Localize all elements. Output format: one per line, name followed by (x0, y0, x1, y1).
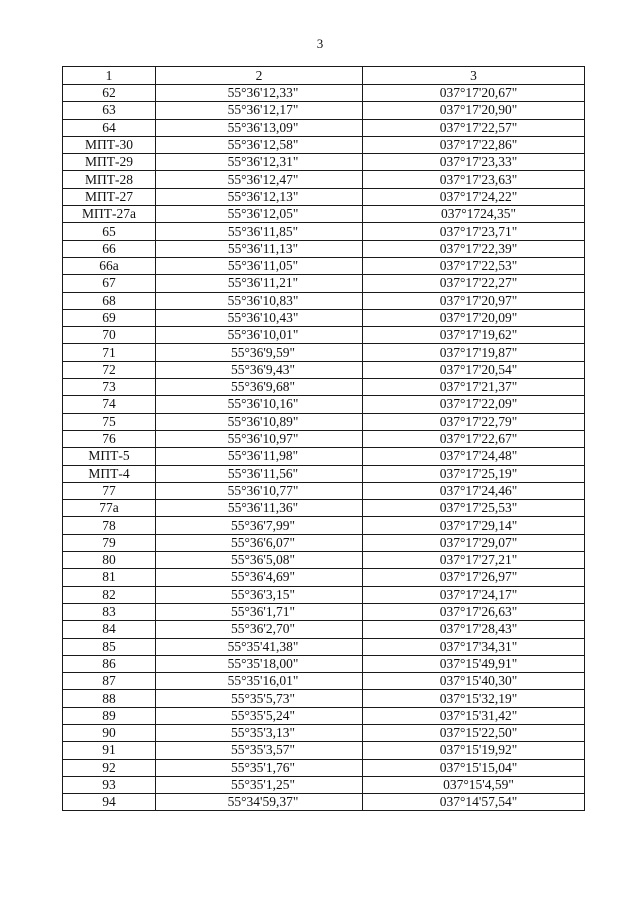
cell-point-number: 65 (63, 223, 156, 240)
table-row (63, 603, 585, 620)
table-row (63, 240, 585, 257)
cell-point-number: МПТ-5 (63, 448, 156, 465)
table-row (63, 638, 585, 655)
cell-longitude: 037°15'15,04" (363, 759, 585, 776)
cell-latitude: 55°36'12,47" (156, 171, 363, 188)
cell-latitude: 55°35'1,25" (156, 776, 363, 793)
table-row (63, 119, 585, 136)
cell-latitude: 55°36'11,36" (156, 500, 363, 517)
table-row (63, 707, 585, 724)
table-row (63, 465, 585, 482)
cell-latitude: 55°36'9,43" (156, 361, 363, 378)
cell-point-number: МПТ-27 (63, 188, 156, 205)
cell-latitude: 55°36'2,70" (156, 621, 363, 638)
cell-point-number: 91 (63, 742, 156, 759)
header-row (63, 67, 585, 85)
cell-longitude: 037°17'22,39" (363, 240, 585, 257)
table-row (63, 517, 585, 534)
header-latitude: 2 (156, 67, 363, 85)
cell-latitude: 55°35'1,76" (156, 759, 363, 776)
cell-latitude: 55°35'18,00" (156, 655, 363, 672)
cell-latitude: 55°36'12,13" (156, 188, 363, 205)
cell-longitude: 037°17'25,19" (363, 465, 585, 482)
cell-point-number: МПТ-27а (63, 206, 156, 223)
cell-point-number: 73 (63, 379, 156, 396)
table-row (63, 448, 585, 465)
cell-longitude: 037°17'29,07" (363, 534, 585, 551)
cell-latitude: 55°36'7,99" (156, 517, 363, 534)
table-row (63, 257, 585, 274)
cell-latitude: 55°35'5,24" (156, 707, 363, 724)
table-row (63, 586, 585, 603)
table-row (63, 188, 585, 205)
table-row (63, 361, 585, 378)
cell-longitude: 037°17'34,31" (363, 638, 585, 655)
cell-point-number: 78 (63, 517, 156, 534)
cell-longitude: 037°15'40,30" (363, 673, 585, 690)
cell-point-number: 93 (63, 776, 156, 793)
cell-latitude: 55°36'11,05" (156, 257, 363, 274)
cell-longitude: 037°17'29,14" (363, 517, 585, 534)
cell-latitude: 55°36'10,77" (156, 482, 363, 499)
cell-latitude: 55°36'9,59" (156, 344, 363, 361)
cell-longitude: 037°17'22,67" (363, 430, 585, 447)
cell-longitude: 037°17'24,46" (363, 482, 585, 499)
table-row (63, 379, 585, 396)
cell-point-number: 79 (63, 534, 156, 551)
cell-point-number: 67 (63, 275, 156, 292)
cell-longitude: 037°14'57,54" (363, 794, 585, 811)
cell-longitude: 037°17'20,54" (363, 361, 585, 378)
table-row (63, 673, 585, 690)
cell-point-number: МПТ-4 (63, 465, 156, 482)
table-row (63, 569, 585, 586)
cell-longitude: 037°17'22,27" (363, 275, 585, 292)
cell-point-number: 87 (63, 673, 156, 690)
coordinates-table (62, 66, 585, 811)
cell-point-number: 69 (63, 309, 156, 326)
header-longitude: 3 (363, 67, 585, 85)
cell-longitude: 037°17'27,21" (363, 552, 585, 569)
header-point-number: 1 (63, 67, 156, 85)
cell-point-number: МПТ-29 (63, 154, 156, 171)
cell-longitude: 037°15'31,42" (363, 707, 585, 724)
cell-longitude: 037°17'25,53" (363, 500, 585, 517)
cell-point-number: 81 (63, 569, 156, 586)
cell-point-number: 92 (63, 759, 156, 776)
cell-longitude: 037°17'23,71" (363, 223, 585, 240)
table-row (63, 430, 585, 447)
cell-longitude: 037°17'23,63" (363, 171, 585, 188)
cell-latitude: 55°36'13,09" (156, 119, 363, 136)
cell-longitude: 037°17'20,90" (363, 102, 585, 119)
cell-point-number: 85 (63, 638, 156, 655)
cell-point-number: 62 (63, 85, 156, 102)
cell-latitude: 55°36'3,15" (156, 586, 363, 603)
cell-latitude: 55°36'12,31" (156, 154, 363, 171)
table-row (63, 154, 585, 171)
table-row (63, 621, 585, 638)
cell-longitude: 037°17'26,63" (363, 603, 585, 620)
cell-longitude: 037°17'28,43" (363, 621, 585, 638)
cell-point-number: 83 (63, 603, 156, 620)
cell-point-number: 94 (63, 794, 156, 811)
cell-longitude: 037°17'24,17" (363, 586, 585, 603)
cell-latitude: 55°36'12,17" (156, 102, 363, 119)
table-row (63, 482, 585, 499)
cell-point-number: 76 (63, 430, 156, 447)
cell-longitude: 037°17'22,86" (363, 136, 585, 153)
cell-point-number: МПТ-30 (63, 136, 156, 153)
cell-latitude: 55°36'6,07" (156, 534, 363, 551)
table-body (63, 85, 585, 811)
cell-latitude: 55°36'4,69" (156, 569, 363, 586)
cell-latitude: 55°36'5,08" (156, 552, 363, 569)
cell-point-number: 66а (63, 257, 156, 274)
cell-point-number: 82 (63, 586, 156, 603)
table-row (63, 776, 585, 793)
cell-latitude: 55°35'5,73" (156, 690, 363, 707)
cell-longitude: 037°15'4,59" (363, 776, 585, 793)
cell-latitude: 55°36'10,97" (156, 430, 363, 447)
cell-latitude: 55°36'9,68" (156, 379, 363, 396)
cell-latitude: 55°36'12,58" (156, 136, 363, 153)
cell-longitude: 037°17'20,09" (363, 309, 585, 326)
cell-point-number: 88 (63, 690, 156, 707)
cell-latitude: 55°36'10,89" (156, 413, 363, 430)
table-row (63, 327, 585, 344)
cell-longitude: 037°17'22,57" (363, 119, 585, 136)
cell-longitude: 037°1724,35" (363, 206, 585, 223)
table-row (63, 534, 585, 551)
cell-longitude: 037°15'19,92" (363, 742, 585, 759)
cell-latitude: 55°35'16,01" (156, 673, 363, 690)
cell-latitude: 55°36'11,21" (156, 275, 363, 292)
cell-point-number: 77а (63, 500, 156, 517)
cell-latitude: 55°35'3,13" (156, 724, 363, 741)
cell-latitude: 55°36'1,71" (156, 603, 363, 620)
cell-longitude: 037°15'22,50" (363, 724, 585, 741)
cell-point-number: 71 (63, 344, 156, 361)
cell-point-number: 89 (63, 707, 156, 724)
table-row (63, 136, 585, 153)
cell-longitude: 037°15'32,19" (363, 690, 585, 707)
table-row (63, 655, 585, 672)
cell-latitude: 55°36'10,43" (156, 309, 363, 326)
cell-point-number: МПТ-28 (63, 171, 156, 188)
cell-latitude: 55°36'11,85" (156, 223, 363, 240)
cell-point-number: 70 (63, 327, 156, 344)
cell-point-number: 86 (63, 655, 156, 672)
cell-longitude: 037°17'23,33" (363, 154, 585, 171)
cell-longitude: 037°17'20,67" (363, 85, 585, 102)
table-row (63, 794, 585, 811)
cell-longitude: 037°17'24,48" (363, 448, 585, 465)
cell-point-number: 64 (63, 119, 156, 136)
table-row (63, 292, 585, 309)
table-row (63, 344, 585, 361)
cell-longitude: 037°17'21,37" (363, 379, 585, 396)
cell-latitude: 55°35'3,57" (156, 742, 363, 759)
cell-point-number: 77 (63, 482, 156, 499)
cell-point-number: 80 (63, 552, 156, 569)
cell-latitude: 55°36'11,98" (156, 448, 363, 465)
table-row (63, 309, 585, 326)
table-row (63, 206, 585, 223)
table-row (63, 742, 585, 759)
table-row (63, 275, 585, 292)
cell-latitude: 55°36'10,01" (156, 327, 363, 344)
cell-latitude: 55°35'41,38" (156, 638, 363, 655)
cell-longitude: 037°17'22,09" (363, 396, 585, 413)
table-row (63, 396, 585, 413)
cell-latitude: 55°36'11,13" (156, 240, 363, 257)
cell-longitude: 037°17'22,53" (363, 257, 585, 274)
cell-longitude: 037°17'22,79" (363, 413, 585, 430)
table-row (63, 500, 585, 517)
table-row (63, 223, 585, 240)
cell-point-number: 75 (63, 413, 156, 430)
cell-longitude: 037°17'24,22" (363, 188, 585, 205)
table-row (63, 413, 585, 430)
cell-longitude: 037°17'19,62" (363, 327, 585, 344)
page-number: 3 (316, 36, 324, 51)
cell-longitude: 037°15'49,91" (363, 655, 585, 672)
cell-longitude: 037°17'19,87" (363, 344, 585, 361)
cell-latitude: 55°36'10,83" (156, 292, 363, 309)
cell-latitude: 55°36'11,56" (156, 465, 363, 482)
cell-point-number: 74 (63, 396, 156, 413)
table-row (63, 759, 585, 776)
cell-latitude: 55°36'12,05" (156, 206, 363, 223)
table-row (63, 724, 585, 741)
cell-latitude: 55°34'59,37" (156, 794, 363, 811)
cell-latitude: 55°36'12,33" (156, 85, 363, 102)
cell-longitude: 037°17'20,97" (363, 292, 585, 309)
cell-longitude: 037°17'26,97" (363, 569, 585, 586)
cell-latitude: 55°36'10,16" (156, 396, 363, 413)
table-row (63, 171, 585, 188)
table-header (63, 67, 585, 85)
table-row (63, 552, 585, 569)
cell-point-number: 90 (63, 724, 156, 741)
cell-point-number: 84 (63, 621, 156, 638)
cell-point-number: 72 (63, 361, 156, 378)
table-row (63, 690, 585, 707)
table-row (63, 85, 585, 102)
cell-point-number: 66 (63, 240, 156, 257)
cell-point-number: 63 (63, 102, 156, 119)
table-row (63, 102, 585, 119)
cell-point-number: 68 (63, 292, 156, 309)
